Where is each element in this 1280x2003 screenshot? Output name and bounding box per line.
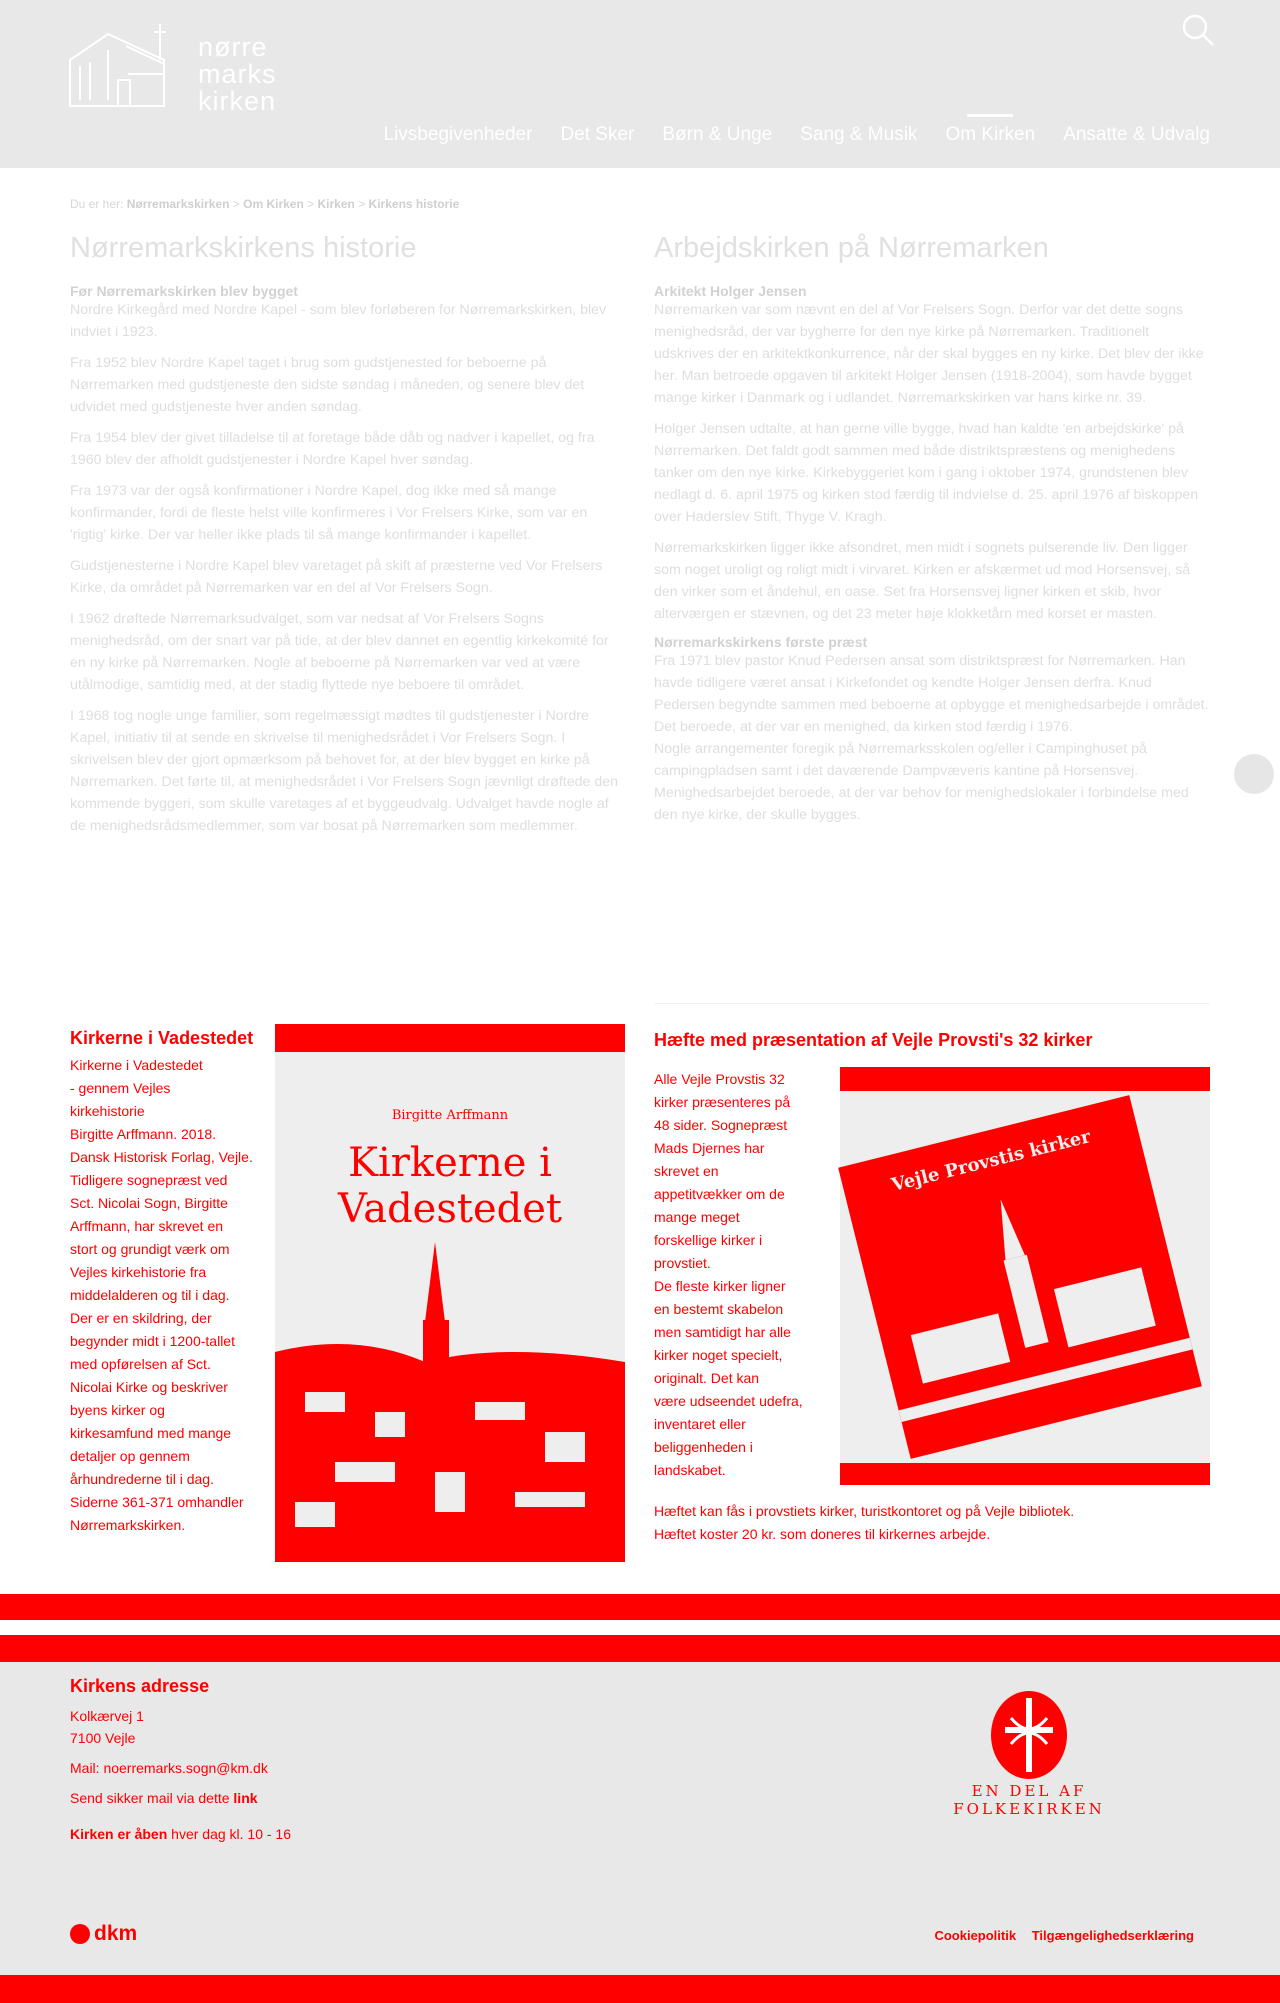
logo-line: marks bbox=[198, 59, 277, 89]
red-band-bottom bbox=[0, 1975, 1280, 2003]
cover-title-line: Vadestedet bbox=[338, 1186, 562, 1232]
description-line: Birgitte Arffmann. 2018. bbox=[70, 1126, 217, 1142]
footer-secure-mail bbox=[70, 1790, 258, 1806]
nav-om-kirken[interactable]: Om Kirken bbox=[945, 124, 1036, 145]
nav-sang-musik[interactable]: Sang & Musik bbox=[800, 124, 918, 145]
footer-opening-hours bbox=[70, 1826, 291, 1842]
secure-mail-text: Send sikker mail via dette bbox=[70, 1790, 230, 1806]
description-line: kirkesamfund med mange bbox=[70, 1425, 232, 1441]
description-line: kirker noget specielt, bbox=[654, 1347, 783, 1363]
breadcrumb-prefix: Du er her: bbox=[70, 197, 124, 211]
red-band bbox=[0, 1635, 1280, 1662]
church-logo-icon bbox=[68, 20, 178, 112]
opening-label: Kirken er åben bbox=[70, 1826, 168, 1842]
price-line: Hæftet koster 20 kr. som doneres til kirkernes arbejde. bbox=[654, 1526, 991, 1542]
description-line: være udseendet udefra, bbox=[654, 1393, 803, 1409]
description-line: Vejles kirkehistorie fra bbox=[70, 1264, 207, 1280]
history-paragraph: Fra 1954 blev der givet tilladelse til at foretage både dåb og nadver i kapellet, og fra 1960 blev der afholdt gudstjenester i Nordre Kapel hver søndag. bbox=[70, 430, 595, 468]
cover-author: Birgitte Arffmann bbox=[391, 1108, 509, 1123]
description-line: stort og grundigt værk om bbox=[70, 1241, 230, 1257]
history-column bbox=[70, 232, 626, 846]
description-line: byens kirker og bbox=[70, 1402, 165, 1418]
floating-side-button[interactable] bbox=[1234, 754, 1274, 794]
folkekirken-logo[interactable] bbox=[894, 1690, 1164, 1830]
section-divider bbox=[654, 1003, 1210, 1004]
history-paragraph: Gudstjenesterne i Nordre Kapel blev varetaget på skift af præsterne ved Vor Frelsers Kirke, da området på Nørremarken var en del af Vor Frelsers Sogn. bbox=[70, 558, 603, 596]
history-paragraph: I 1968 tog nogle unge familier, som regelmæssigt mødtes til gudstjenester i Nordre Kapel, initiativ til at sende en skrivelse til menighedsrådet i Vor Frelsers Sogn. I skrivelsen blev der gjort opmærksom på behovet for, at der blev bygget en kirke på Nørremarken. Det førte til, at menighedsrådet i Vor Frelsers Sogn jævnligt drøftede den kommende byggeri, som skulle varetages af et byggeudvalg. Udvalget havde nogle af de menighedsrådsmedlemmer, som var bosat på Nørremarken som medlemmer. bbox=[70, 708, 619, 834]
book-right-availability bbox=[654, 1500, 1210, 1546]
description-line: Dansk Historisk Forlag, Vejle. bbox=[70, 1149, 253, 1165]
history-paragraph: Nordre Kirkegård med Nordre Kapel - som blev forløberen for Nørremarkskirken, blev indviet i 1923. bbox=[70, 302, 607, 340]
logo-wordmark bbox=[198, 34, 277, 115]
description-line: - gennem Vejles bbox=[70, 1080, 171, 1096]
nav-ansatte-udvalg[interactable]: Ansatte & Udvalg bbox=[1063, 124, 1210, 145]
description-line: med opførelsen af Sct. bbox=[70, 1356, 211, 1372]
description-line: landskabet. bbox=[654, 1462, 726, 1478]
availability-line: Hæftet kan fås i provstiets kirker, turistkontoret og på Vejle bibliotek. bbox=[654, 1503, 1075, 1519]
breadcrumb: Du er her: Nørremarkskirken > Om Kirken > Kirken > Kirkens historie bbox=[70, 197, 460, 211]
cover-town-illustration bbox=[275, 1242, 625, 1542]
dkm-dot-icon bbox=[70, 1924, 90, 1944]
main-nav bbox=[356, 124, 1211, 146]
search-icon[interactable] bbox=[1180, 12, 1216, 48]
footer-links bbox=[922, 1928, 1194, 1943]
nav-det-sker[interactable]: Det Sker bbox=[560, 124, 635, 145]
breadcrumb-current: Kirkens historie bbox=[368, 197, 460, 211]
footer-address-title: Kirkens adresse bbox=[70, 1676, 210, 1696]
dkm-text: dkm bbox=[94, 1922, 138, 1945]
description-line: 48 sider. Sognepræst bbox=[654, 1117, 788, 1133]
description-line: Sct. Nicolai Sogn, Birgitte bbox=[70, 1195, 228, 1211]
description-line: provstiet. bbox=[654, 1255, 711, 1271]
folkekirken-text: EN DEL AF FOLKEKIRKEN bbox=[953, 1782, 1105, 1818]
description-line: appetitvækker om de bbox=[654, 1186, 785, 1202]
footer-mail-link[interactable]: Mail: noerremarks.sogn@km.dk bbox=[70, 1760, 268, 1776]
description-line: Alle Vejle Provstis 32 bbox=[654, 1071, 785, 1087]
description-line: middelalderen og til i dag. bbox=[70, 1287, 230, 1303]
breadcrumb-item[interactable]: Kirken bbox=[317, 197, 355, 211]
description-line: århundrederne til i dag. bbox=[70, 1471, 214, 1487]
folkekirken-cross-icon bbox=[989, 1690, 1069, 1780]
footer-address-line: 7100 Vejle bbox=[70, 1730, 136, 1746]
arbejdskirken-column bbox=[654, 232, 1210, 835]
description-line: forskellige kirker i bbox=[654, 1232, 763, 1248]
description-line: kirkehistorie bbox=[70, 1103, 145, 1119]
architect-paragraph: Nørremarken var som nævnt en del af Vor Frelsers Sogn. Derfor var det dette sogns menighedsråd, der var bygherre for den nye kirke på Nørremarken. Traditionelt udskrives der en arkitektkonkurrence, når der skal bygges en ny kirke. Det blev der ikke her. Man betroede opgaven til arkitekt Holger Jensen (1918-2004), som havde bygget mange kirker i Danmark og i udlandet. Nørremarkskirken var hans kirke nr. 39. bbox=[654, 302, 1204, 406]
book-right-description bbox=[654, 1068, 834, 1482]
book-left-title: Kirkerne i Vadestedet bbox=[70, 1028, 254, 1048]
footer-address-line: Kolkærvej 1 bbox=[70, 1708, 144, 1724]
description-line: skrevet en bbox=[654, 1163, 719, 1179]
secure-mail-link[interactable]: link bbox=[233, 1790, 258, 1806]
description-line: en bestemt skabelon bbox=[654, 1301, 784, 1317]
breadcrumb-item[interactable]: Om Kirken bbox=[243, 197, 304, 211]
description-line: originalt. Det kan bbox=[654, 1370, 760, 1386]
history-subtitle: Før Nørremarkskirken blev bygget bbox=[70, 283, 298, 299]
description-line: Der er en skildring, der bbox=[70, 1310, 212, 1326]
book-left-description bbox=[70, 1054, 270, 1537]
history-paragraph: Fra 1952 blev Nordre Kapel taget i brug som gudstjenested for beboerne på Nørremarken med gudstjeneste den sidste søndag i måneden, og senere blev det udvidet med gudstjeneste hver anden søndag. bbox=[70, 355, 585, 415]
dkm-logo[interactable] bbox=[70, 1922, 137, 1946]
logo-line: nørre bbox=[198, 32, 268, 62]
provsti-cover-card bbox=[838, 1095, 1202, 1459]
description-line: beliggenheden i bbox=[654, 1439, 753, 1455]
cover-title-line: Kirkerne i bbox=[348, 1140, 552, 1186]
site-logo[interactable] bbox=[68, 20, 278, 116]
logo-line: kirken bbox=[198, 86, 277, 116]
description-line: Kirkerne i Vadestedet bbox=[70, 1057, 203, 1073]
breadcrumb-item[interactable]: Nørremarkskirken bbox=[126, 197, 230, 211]
provsti-cover-image bbox=[840, 1091, 1210, 1463]
cookie-policy-link[interactable]: Cookiepolitik bbox=[934, 1928, 1017, 1943]
description-line: men samtidigt har alle bbox=[654, 1324, 791, 1340]
accessibility-statement-link[interactable]: Tilgængelighedserklæring bbox=[1031, 1928, 1194, 1943]
description-line: Nicolai Kirke og beskriver bbox=[70, 1379, 228, 1395]
history-title: Nørremarkskirkens historie bbox=[70, 232, 417, 264]
architect-paragraph: Nørremarkskirken ligger ikke afsondret, men midt i sognets pulserende liv. Den ligger som noget uroligt og roligt midt i virvaret. Kirken er afskærmet ud mod Horsensvej, så den virker som et åndehul, en oase. Set fra Horsensvej ligner kirken et skib, hvor alterværgen er stævnen, og det 23 meter høje klokketårn med korset er masten. bbox=[654, 540, 1191, 622]
description-line: begynder midt i 1200-tallet bbox=[70, 1333, 235, 1349]
book-cover-vejle-provstis-kirker bbox=[840, 1067, 1210, 1485]
description-line: Nørremarkskirken. bbox=[70, 1517, 186, 1533]
architect-subtitle: Arkitekt Holger Jensen bbox=[654, 283, 807, 299]
opening-value: hver dag kl. 10 - 16 bbox=[171, 1826, 292, 1842]
description-line: Siderne 361-371 omhandler bbox=[70, 1494, 244, 1510]
history-paragraph: I 1962 drøftede Nørremarksudvalget, som var nedsat af Vor Frelsers Sogns menighedsråd, om der snart var på tide, at der blev dannet en egentlig kirkekomité for en ny kirke på Nørremarken. Nogle af beboerne på Nørremarken var ved at være utålmodige, samtidig med, at der stadig flyttede nye beboere til området. bbox=[70, 611, 609, 693]
description-line: Arffmann, har skrevet en bbox=[70, 1218, 224, 1234]
history-paragraph: Fra 1973 var der også konfirmationer i Nordre Kapel, dog ikke med så mange konfirmander, fordi de fleste helst ville konfirmeres i Vor Frelsers Kirke, som var en 'rigtig' kirke. Der var heller ikke plads til så mange konfirmander i kapellet. bbox=[70, 483, 588, 543]
first-priest-subtitle: Nørremarkskirkens første præst bbox=[654, 634, 868, 650]
architect-paragraph: Holger Jensen udtalte, at han gerne ville bygge, hvad han kaldte 'en arbejdskirke' på Nørremarken. Det faldt godt sammen med både distriktspræstens og menighedens tanker om den nye kirke. Kirkebyggeriet kom i gang i oktober 1974, grundstenen blev nedlagt d. 6. april 1975 og kirken stod færdig til indvielse d. 25. april 1976 af biskoppen over Haderslev Stift, Thyge V. Kragh. bbox=[654, 421, 1199, 525]
description-line: Tidligere sognepræst ved bbox=[70, 1172, 228, 1188]
book-cover-image bbox=[275, 1052, 625, 1532]
provsti-cover-title: Vejle Provstis kirker bbox=[889, 1126, 1093, 1196]
description-line: kirker præsenteres på bbox=[654, 1094, 791, 1110]
description-line: inventaret eller bbox=[654, 1416, 746, 1432]
priest-paragraph: Det beroede, at der var en menighed, da kirken stod færdig i 1976. bbox=[654, 719, 1073, 735]
site-header bbox=[0, 0, 1280, 168]
description-line: De fleste kirker ligner bbox=[654, 1278, 786, 1294]
priest-paragraph: Nogle arrangementer foregik på Nørremarksskolen og/eller i Campinghuset på campingpladsen samt i det daværende Dampvæveris kantine på Horsensvej. Menighedsarbejdet beroede, at der var behov for menighedslokaler i forbindelse med den nye kirke, der skulle bygges. bbox=[654, 741, 1189, 823]
nav-livsbegivenheder[interactable]: Livsbegivenheder bbox=[383, 124, 533, 145]
priest-paragraph: Fra 1971 blev pastor Knud Pedersen ansat som distriktspræst for Nørremarken. Han havde tidligere været ansat i Kirkefondet og kendte Holger Jensen derfra. Knud Pedersen begyndte sammen med beboerne at opbygge et menighedsarbejde i området. bbox=[654, 653, 1209, 713]
description-line: mange meget bbox=[654, 1209, 740, 1225]
book-right-title: Hæfte med præsentation af Vejle Provsti's 32 kirker bbox=[654, 1030, 1093, 1050]
provsti-church-illustration bbox=[855, 1163, 1199, 1449]
description-line: Mads Djernes har bbox=[654, 1140, 765, 1156]
book-cover-kirkerne-i-vadestedet bbox=[275, 1024, 625, 1562]
arbejdskirken-title: Arbejdskirken på Nørremarken bbox=[654, 232, 1049, 264]
description-line: detaljer op gennem bbox=[70, 1448, 190, 1464]
red-band bbox=[0, 1594, 1280, 1620]
nav-boern-unge[interactable]: Børn & Unge bbox=[662, 124, 773, 145]
